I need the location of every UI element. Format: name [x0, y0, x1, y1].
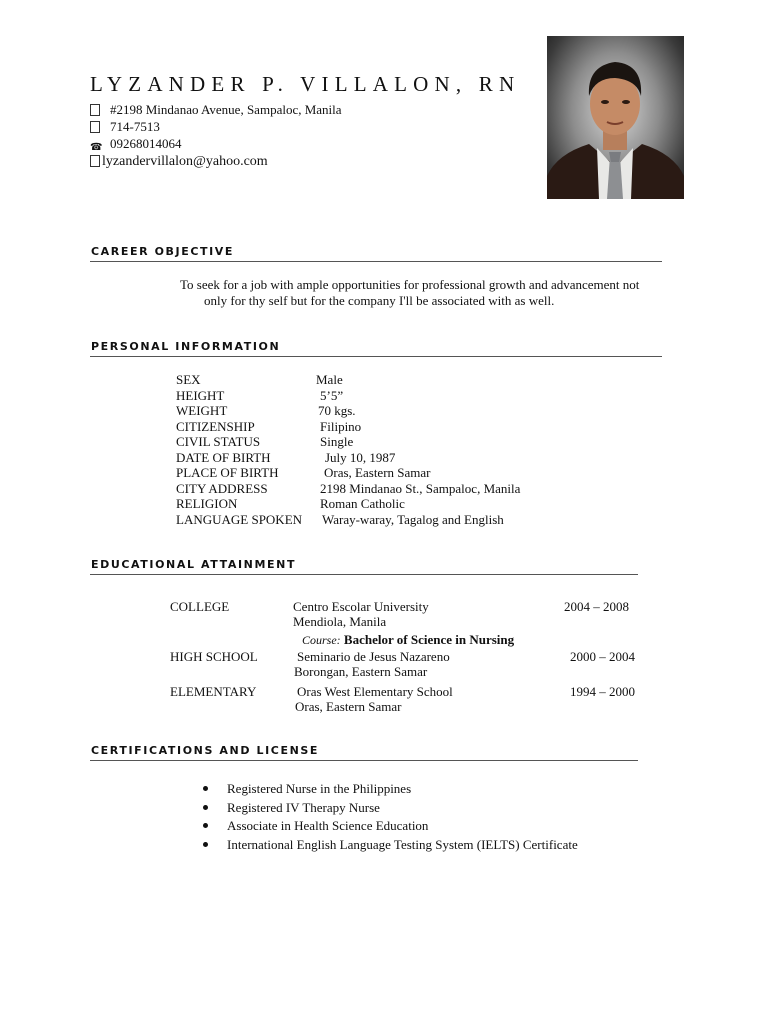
address-icon [90, 104, 100, 116]
edu-school-college: Centro Escolar University [293, 599, 429, 614]
objective-line-1: To seek for a job with ample opportunities for professional growth and advancement not [180, 277, 640, 292]
phone-icon [90, 121, 100, 133]
pi-label-city-address: CITY ADDRESS [176, 480, 268, 496]
pi-label-height: HEIGHT [176, 387, 225, 403]
edu-years-elementary: 1994 – 2000 [570, 684, 635, 699]
edu-location-elementary: Oras, Eastern Samar [295, 699, 402, 714]
certification-text: Registered IV Therapy Nurse [227, 799, 380, 815]
edu-level-high-school: HIGH SCHOOL [170, 649, 258, 664]
edu-years-college: 2004 – 2008 [564, 599, 629, 614]
pi-value-religion: Roman Catholic [320, 496, 405, 511]
email-text[interactable]: lyzandervillalon@yahoo.com [102, 154, 268, 169]
pi-value-city-address: 2198 Mindanao St., Sampaloc, Manila [320, 480, 521, 496]
section-divider [90, 261, 662, 262]
list-item [200, 836, 578, 855]
pi-value-date-of-birth: July 10, 1987 [325, 449, 396, 465]
phone-line [90, 118, 160, 135]
edu-course [302, 632, 514, 648]
email-icon [90, 155, 100, 167]
career-objective-text [180, 277, 670, 309]
pi-label-place-of-birth: PLACE OF BIRTH [176, 465, 279, 480]
pi-value-sex: Male [316, 372, 343, 387]
pi-label-citizenship: CITIZENSHIP [176, 418, 255, 434]
pi-label-religion: RELIGION [176, 496, 238, 511]
email-line [90, 153, 268, 170]
list-item [200, 817, 578, 836]
edu-years-high-school: 2000 – 2004 [570, 649, 635, 664]
edu-level-elementary: ELEMENTARY [170, 684, 257, 699]
pi-value-height: 5’5” [320, 387, 344, 403]
mobile-phone-icon: ☎ [90, 142, 103, 153]
mobile-text: 09268014064 [110, 136, 182, 151]
pi-label-sex: SEX [176, 372, 201, 387]
course-name: Bachelor of Science in Nursing [343, 632, 515, 647]
section-divider [90, 356, 662, 357]
pi-value-civil-status: Single [320, 434, 354, 449]
career-objective-heading: CAREER OBJECTIVE [91, 245, 235, 258]
section-divider [90, 574, 638, 575]
certification-text: Registered Nurse in the Philippines [227, 781, 412, 796]
educational-attainment-heading: EDUCATIONAL ATTAINMENT [91, 558, 297, 571]
edu-school-high-school: Seminario de Jesus Nazareno [297, 649, 450, 664]
pi-label-weight: WEIGHT [176, 403, 228, 418]
pi-value-weight: 70 kgs. [318, 403, 356, 418]
address-text: #2198 Mindanao Avenue, Sampaloc, Manila [110, 102, 342, 117]
portrait-photo [547, 36, 684, 199]
address-line [90, 101, 342, 118]
pi-label-language-spoken: LANGUAGE SPOKEN [176, 511, 303, 527]
pi-value-citizenship: Filipino [320, 418, 362, 434]
section-divider [90, 760, 638, 761]
pi-value-place-of-birth: Oras, Eastern Samar [324, 465, 431, 480]
certifications-list [200, 780, 578, 855]
bullet-icon [203, 823, 208, 828]
personal-information-heading: PERSONAL INFORMATION [91, 340, 281, 353]
portrait-illustration [547, 36, 684, 199]
pi-label-civil-status: CIVIL STATUS [176, 434, 261, 449]
edu-school-elementary: Oras West Elementary School [297, 684, 453, 699]
applicant-name: LYZANDER P. VILLALON, RN [90, 72, 521, 96]
bullet-icon [203, 786, 208, 791]
mobile-line [90, 135, 182, 152]
phone-text: 714-7513 [110, 119, 160, 134]
certifications-heading: CERTIFICATIONS AND LICENSE [91, 744, 320, 757]
edu-location-high-school: Borongan, Eastern Samar [294, 664, 428, 679]
edu-level-college: COLLEGE [170, 599, 230, 614]
list-item [200, 799, 578, 818]
objective-line-2: only for thy self but for the company I'll be associated with as well. [204, 293, 555, 308]
list-item [200, 780, 578, 799]
pi-label-date-of-birth: DATE OF BIRTH [176, 449, 271, 465]
bullet-icon [203, 805, 208, 810]
edu-location-college: Mendiola, Manila [293, 614, 387, 629]
course-label: Course: [302, 633, 341, 647]
bullet-icon [203, 842, 208, 847]
pi-value-language-spoken: Waray-waray, Tagalog and English [322, 511, 504, 527]
certification-text: International English Language Testing System (IELTS) Certificate [227, 837, 578, 853]
certification-text: Associate in Health Science Education [227, 818, 429, 834]
